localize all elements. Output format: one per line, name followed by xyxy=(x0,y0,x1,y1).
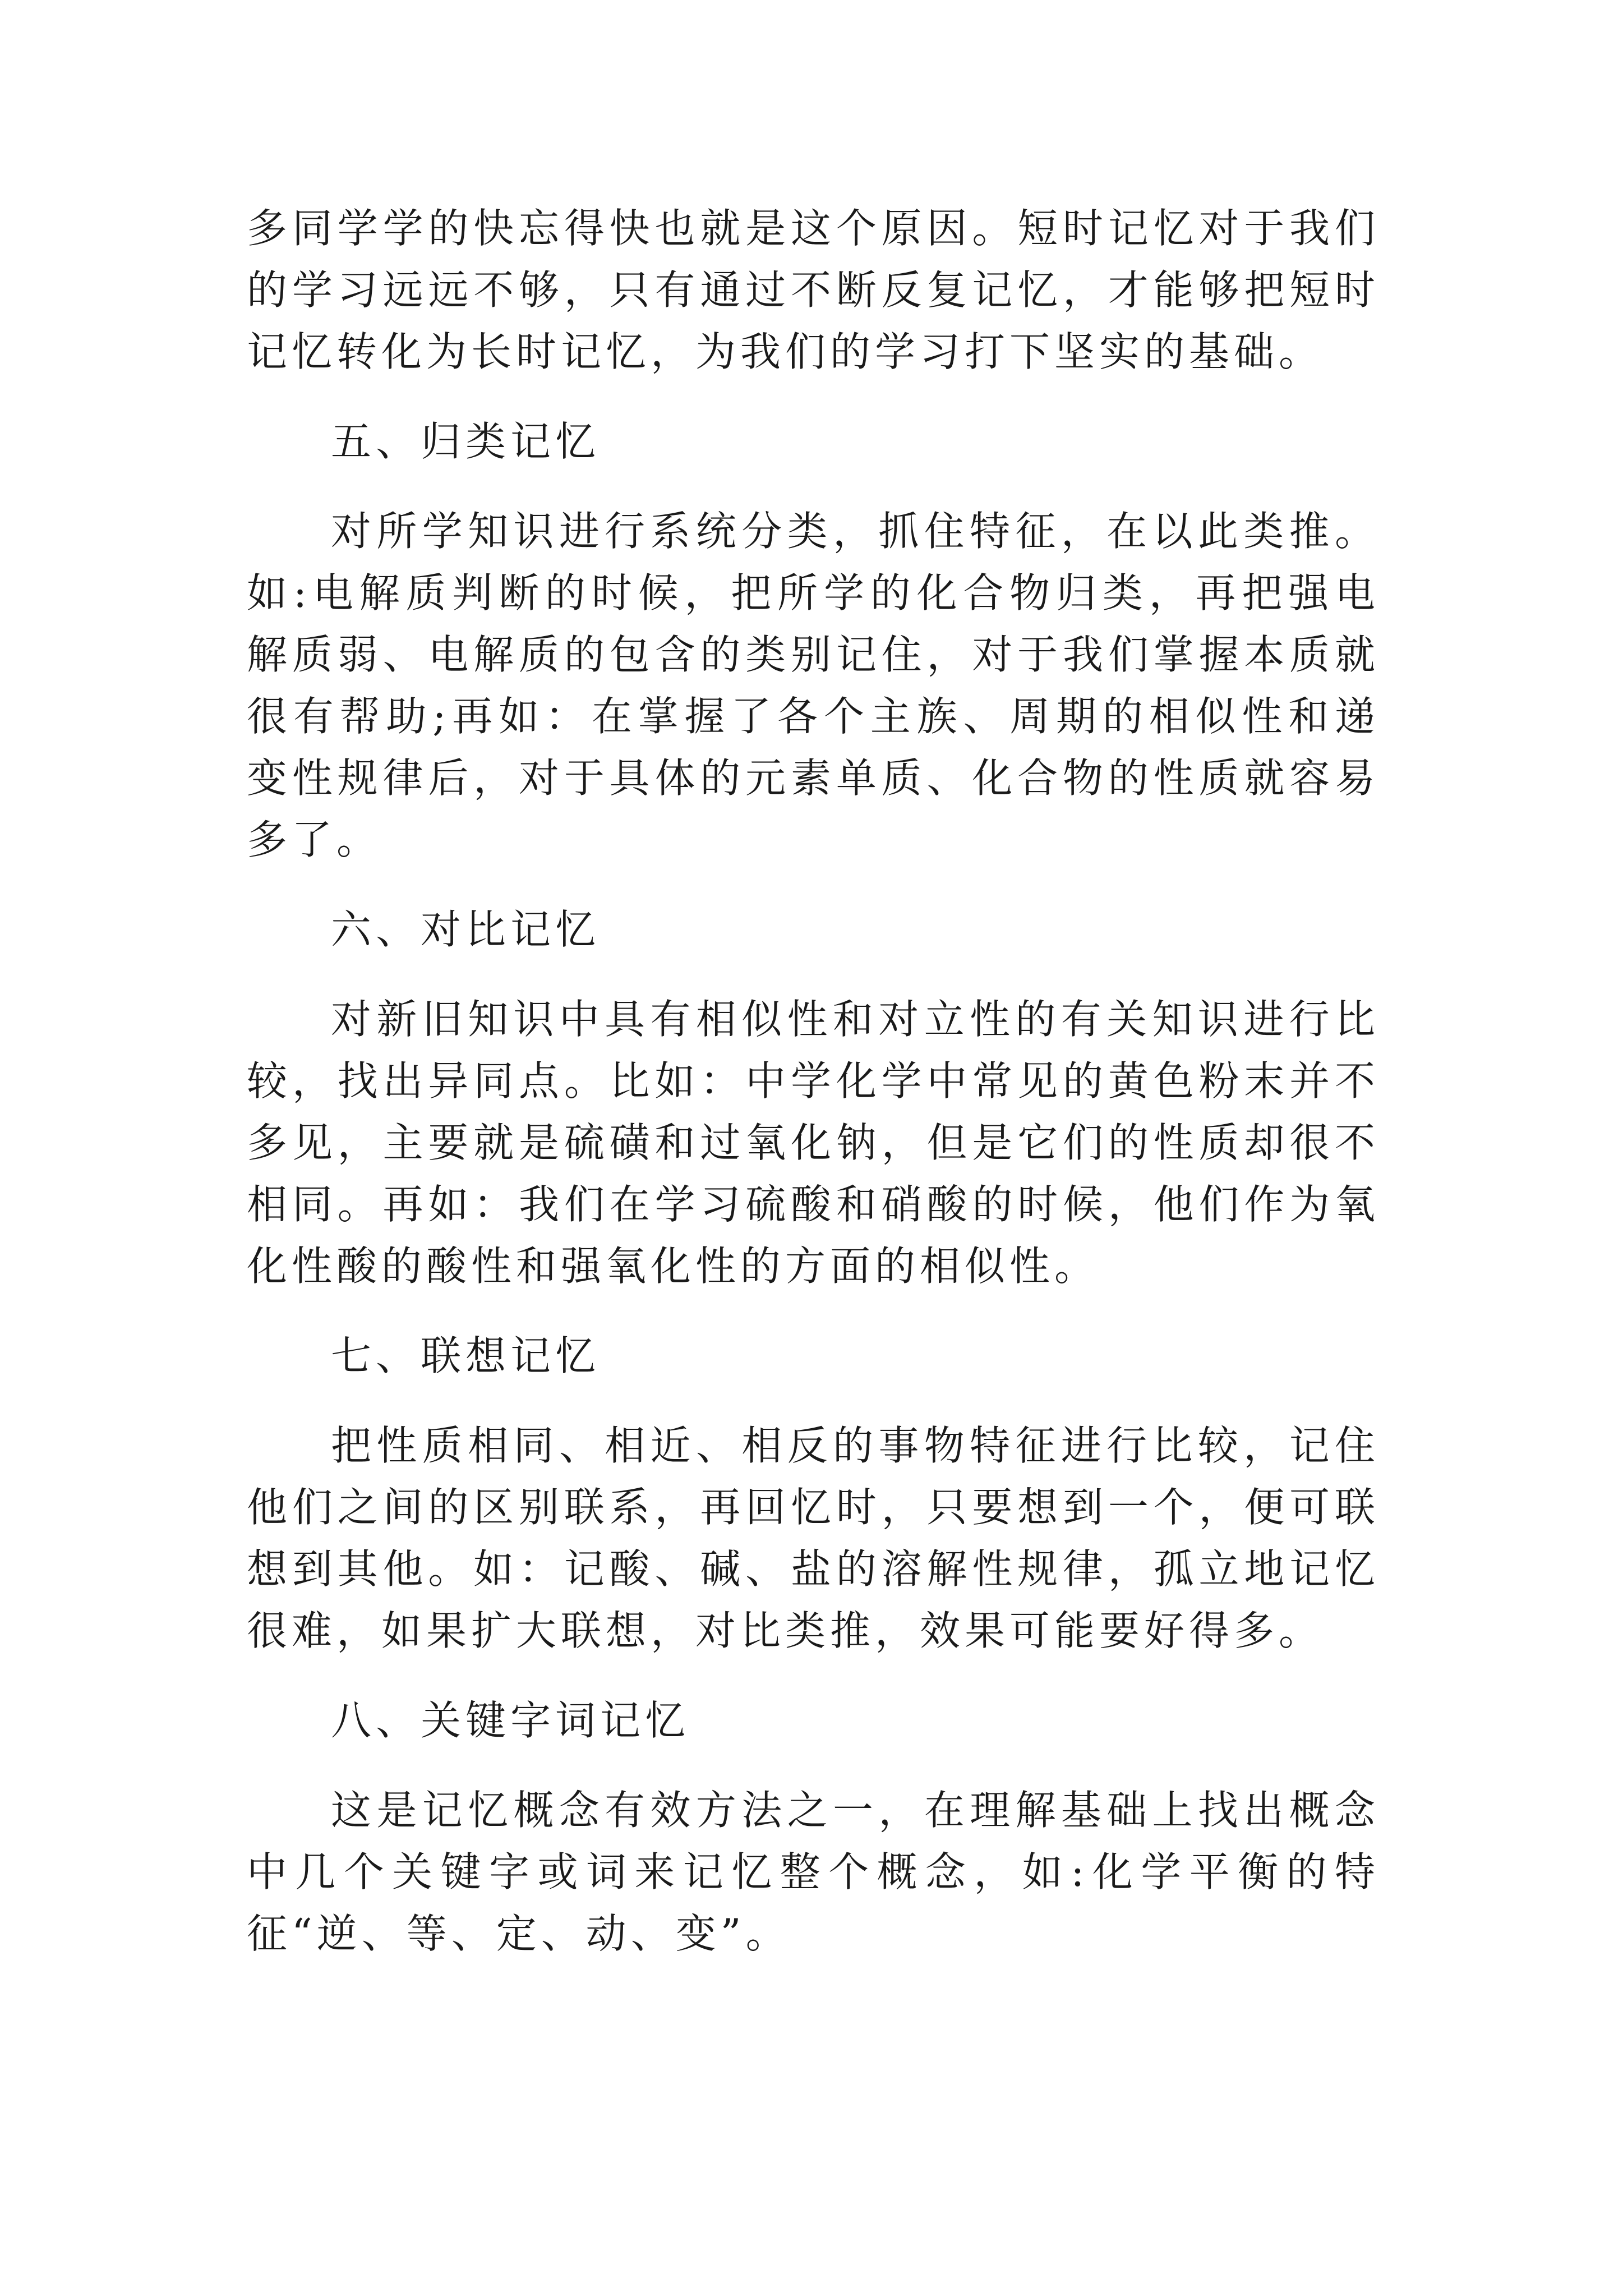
document-body xyxy=(247,197,1380,1993)
section-heading-duibi: 六、对比记忆 xyxy=(331,906,601,953)
section-heading-lianxiang: 七、联想记忆 xyxy=(331,1332,601,1379)
section-body-lianxiang: 把性质相同、相近、相反的事物特征进行比较，记住他们之间的区别联系，再回忆时，只要想到一个，便可联想到其他。如：记酸、碱、盐的溶解性规律，孤立地记忆很难，如果扩大联想，对比类推，效果可能要好得多。 xyxy=(247,1422,1380,1654)
section-heading-guilei: 五、归类记忆 xyxy=(331,418,601,465)
section-body-guanjianzi: 这是记忆概念有效方法之一，在理解基础上找出概念中几个关键字或词来记忆整个概念，如:化学平衡的特征“逆、等、定、动、变”。 xyxy=(247,1787,1380,1957)
intro-paragraph: 多同学学的快忘得快也就是这个原因。短时记忆对于我们的学习远远不够，只有通过不断反复记忆，才能够把短时记忆转化为长时记忆，为我们的学习打下坚实的基础。 xyxy=(247,205,1380,375)
section-body-guilei: 对所学知识进行系统分类，抓住特征，在以此类推。如:电解质判断的时候，把所学的化合物归类，再把强电解质弱、电解质的包含的类别记住，对于我们掌握本质就很有帮助;再如：在掌握了各个主族、周期的相似性和递变性规律后，对于具体的元素单质、化合物的性质就容易多了。 xyxy=(247,508,1380,863)
section-body-duibi: 对新旧知识中具有相似性和对立性的有关知识进行比较，找出异同点。比如：中学化学中常见的黄色粉末并不多见，主要就是硫磺和过氧化钠，但是它们的性质却很不相同。再如：我们在学习硫酸和硝酸的时候，他们作为氧化性酸的酸性和强氧化性的方面的相似性。 xyxy=(247,996,1380,1290)
section-heading-guanjianzi: 八、关键字词记忆 xyxy=(331,1697,690,1744)
